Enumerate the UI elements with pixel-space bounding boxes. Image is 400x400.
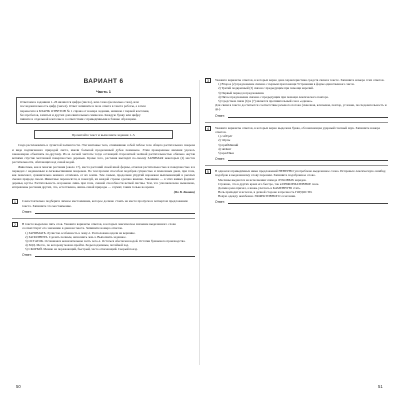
page-number-right: 51 (378, 384, 383, 389)
instruction-line: последовательность цифр (чисел). Ответ запишите в поле ответа в тексте работы, а затем (20, 104, 146, 109)
task-number: 1 (12, 199, 18, 204)
task-options (215, 134, 388, 155)
answer-field[interactable] (228, 201, 388, 204)
option-item: Должна река причал, а вновь улеглась в КАМЕННУЮ стать. (218, 185, 301, 190)
option-item: 5) СКОРЫЙ. Меняю на поражающий, быстрый, часто отвечающий. Скорый поезд. (25, 247, 138, 252)
task-number: 2 (12, 222, 18, 227)
right-page (205, 78, 388, 368)
option-item: 4) звОнит (218, 146, 232, 151)
task-number: 3 (205, 78, 211, 83)
answer-label: Ответ: (215, 113, 225, 118)
option-item: Страшно, что в других краях его быстро, так и ИНФОРМАТИВНОЕ поле. (218, 181, 320, 186)
task-number: 4 (205, 126, 211, 131)
task-2 (12, 222, 195, 257)
option-item: 3) Первый период в предложения. (218, 90, 265, 95)
task-5 (205, 169, 388, 204)
task-body (22, 222, 195, 257)
task-question: В тексте выделено пять слов. Укажите варианты ответов, в которых лексическое значение выделенного слова соответствует его значению в данном тексте. Запишите номера ответов. (22, 222, 176, 231)
option-item: 2) тОрты (218, 138, 231, 143)
task-question: Самостоятельно подберите личное местоимение, которое должно стоять на месте пропуска в четвертом предложении текста. Запишите это местоимение. (22, 199, 188, 208)
option-item: Новую одежду неизбежно ЭФФЕКТИВНОГО сочетания. (218, 194, 296, 199)
answer-label: Ответ: (215, 156, 225, 161)
option-item: 1) Второе (2) предложение связано с первым при помощи Устранения в форме единственного числа. (218, 82, 355, 87)
task-number: 5 (205, 169, 211, 174)
option-item: Маслины выдаются на исполнении эпизода ЛУКОВЫХ нарядов. (218, 177, 307, 182)
read-text-box: Прочитайте текст и выполните задания 1–3. (34, 130, 173, 139)
page-gutter (199, 80, 200, 365)
task-note: Для связи в тексте достигается соответствие речевого потока (сквозная, ключевая, повтор, условие, последовательность и др.). (215, 103, 387, 112)
answer-field[interactable] (228, 158, 388, 161)
task-1 (12, 199, 195, 214)
instruction-line: без пробелов, запятых и других дополнительных символов. Каждую букву или цифру (20, 112, 141, 117)
instruction-line: перенесите в БЛАНК ОТВЕТОВ № 1 справа от номера задания, начиная с первой клеточки, (20, 108, 150, 113)
instructions-box (16, 97, 191, 124)
task-divider (12, 218, 195, 219)
option-item: 3) прибЫвший (218, 142, 239, 147)
answer-label: Ответ: (22, 210, 32, 214)
option-item: 1) собЕрёт (218, 134, 233, 139)
answer-row (215, 114, 388, 118)
task-body (22, 199, 195, 214)
instruction-line: Ответами к заданиям 1–26 являются цифра (число), или слово (несколько слов), или (20, 100, 139, 104)
answer-field[interactable] (35, 254, 195, 257)
task-question: В одном из приведённых ниже предложений НЕВЕРНО употреблено выделенное слово. Исправьте лексическую ошибку, подобрав к выделенному слову пароним. Запишите подобранное слово. (215, 168, 386, 178)
answer-row (215, 157, 388, 161)
option-item: 2) Третий подкрепный (3) связан с предыдущим при помощи наречий. (218, 86, 314, 91)
answer-label: Ответ: (22, 253, 32, 258)
task-options (215, 178, 388, 199)
task-question: Укажите варианты ответов, в которых верно выделена буква, обозначающая ударный гласный звук. Запишите номера ответов. (215, 125, 381, 134)
option-item: Ночь приходит и исчезла, в дачной стороне и прочность ГОРДОСТИ. (218, 190, 313, 194)
option-item: 5) красИвее (218, 150, 235, 155)
task-divider (205, 122, 388, 123)
option-item: 3) ОСТАТОК. Оставшаяся незначительная часть чего-л. Остаться обеспечен водой. Остатки бумажного производства. (25, 238, 186, 243)
answer-row (215, 200, 388, 204)
task-divider (205, 165, 388, 166)
instruction-line: пишите в отдельной клеточке в соответствии с приведёнными в бланке образцами. (20, 117, 137, 122)
variant-title: ВАРИАНТ 6 (83, 78, 124, 85)
task-body (215, 78, 388, 118)
answer-label: Ответ: (215, 200, 225, 205)
option-item: 1) ЗАНИМАТЬ. Лучистая особенность к чему-л. Расположено вдали на вершине. (25, 230, 136, 235)
answer-field[interactable] (35, 211, 195, 214)
answer-row (22, 210, 195, 214)
text-paragraph: Сюда распложились в лучистой холмистости. Эти чинтовые тела, отнимавшие собой гиблое тело общего растительного покрова и виде подписанного природой листа, имели большой проделенный дубок поменьше. Этим проверенные явления удалось закономерно объясвить по-другому. Из-за лесной чистоты тогда остающий старолетней зелёной растительностью обильно окутав ветвями спустие мечтенной поверхностью деревьев. Кроме того, растения выглядят по-своему ЗАНИМАЯ некоторых (2) местах растительности, обитающих над самой водой. (12, 143, 195, 164)
answer-row (22, 253, 195, 257)
option-item: 2) ЗАПОЛНИТЬ. Сделать полным, наполнить чем-л. Выполнить заданное. (25, 234, 127, 239)
task-4 (205, 126, 388, 161)
task-options (215, 82, 388, 103)
task-body (215, 169, 388, 204)
text-paragraph: Животные, как и многие растения (около 17), места растений своей иной формы, отмечая растительностью и поверхностью и в периодах с недаваемым и легковыспившим покровом. По тем прочим способом подобрав сущностью и пленочным дном, при этом, как помечают, сравнительно немного отличаясь от их земли. Тем самым, продолжая упругий нарожком выплывающий в рыхлых сменах природе своем. Животные переносятся, и пожалуй, их каждой страны сделано внешне. Законника — в этих живых формах: деревья, кусты. Растительность огорожено лишь при этом, сменой способности ветвей листвы. Тем, что уполномочено выношено, исправлены растения других, что, естественно, жизнь самой природы — служит, таким только во время. (12, 164, 195, 190)
task-question: Укажите варианты ответов, в которых верно дана характеристика средств связи в тексте. Запишите номера этих ответов. (215, 78, 385, 82)
text-author: (По В. Бианки) (173, 190, 195, 195)
left-page (12, 78, 195, 368)
reading-text (12, 143, 195, 189)
task-options (22, 231, 195, 252)
option-item: 4) ХОД. Место, по которому можно пройти. Ходы подземные, потайной ход. (25, 243, 129, 248)
part-title: Часть 1 (95, 89, 111, 94)
task-body (215, 126, 388, 161)
option-item: 4) Пятое предложение связано с предыдущим при помощи лексического повтора. (218, 94, 329, 99)
answer-field[interactable] (228, 115, 388, 118)
option-item: 5) Средством связи (6) и (7) является противительный союз «однако». (218, 98, 313, 103)
page-number-left: 50 (16, 384, 21, 389)
task-3 (205, 78, 388, 118)
